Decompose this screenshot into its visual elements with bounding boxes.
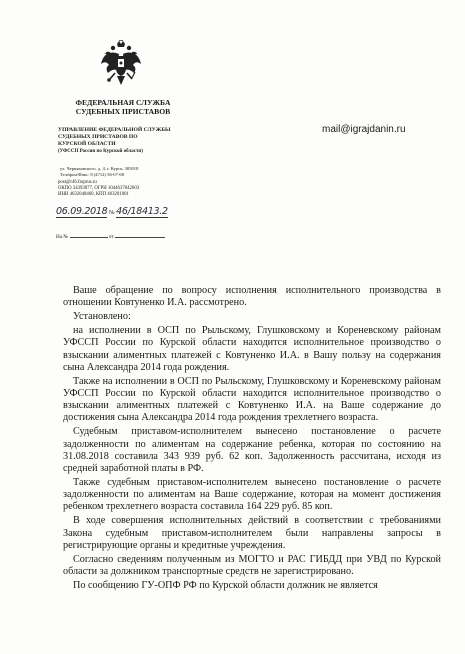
paragraph-6: Также судебным приставом-исполнителем вынесено постановление о расчете задолженности по алиментам на Ваше содержание, которая на момент достижения ребенком трехлетнего возраста составила 164 229 руб. 85 коп. [63,477,441,513]
agency-line-1: ФЕДЕРАЛЬНАЯ СЛУЖБА [75,98,171,107]
address-line-1: ул. Черняховского, д. 4, г. Курск, 305018 [60,166,139,171]
paragraph-7: В ходе совершения исполнительных действий в соответствии с требованиями Закона судебным приставом-исполнителем были направлены запросы в регистрирующие органы и кредитные учреждения. [63,515,441,551]
registration-number-label: № [108,210,115,216]
address-line-2: Телефон/Факс: 8 (4712) 36-07-68 [60,171,124,177]
letter-body [63,285,441,594]
paragraph-5: Судебным приставом-исполнителем вынесено постановление о расчете задолженности по алиментам на содержание ребенка, которая по состоянию на 31.08.2018 составила 343 939 руб. 62 коп. Задолженность рассчитана, исходя из средней заработной платы в РФ. [63,426,441,475]
dept-line-4: (УФССП России по Курской области) [58,149,143,154]
dept-line-1: УПРАВЛЕНИЕ ФЕДЕРАЛЬНОЙ СЛУЖБЫ [58,127,171,133]
paragraph-1: Ваше обращение по вопросу исполнения исполнительного производства в отношении Ковтуненко И.А. рассмотрено. [63,285,441,309]
codes-block [58,180,188,198]
addressee-email: mail@igrajdanin.ru [322,124,406,135]
agency-name [58,98,188,116]
okpo-ogrn: ОКПО 34393877, ОГРН 1044637042603 [58,186,140,191]
registration-number: 46/18413.2 [116,206,168,217]
double-headed-eagle-icon [100,40,142,90]
paragraph-8: Согласно сведениям полученным из МОГТО и РАС ГИБДД при УВД по Курской области за должником транспортные средств не зарегистрировано. [63,553,441,578]
department-block [58,127,188,155]
reference-from-label: от [108,234,114,240]
reference-line [56,232,196,240]
registration-date: 06.09.2018 [56,206,108,217]
email-link[interactable]: post@r46.fssprus.ru [58,180,97,185]
reference-label: На № [56,234,69,240]
registration-line [56,206,196,218]
reference-date-blank [115,232,165,238]
agency-line-2: СУДЕБНЫХ ПРИСТАВОВ [75,107,171,116]
reference-number-blank [70,232,108,238]
paragraph-3: на исполнении в ОСП по Рыльскому, Глушковскому и Кореневскому районам УФССП России по Курской области находится исполнительное производство о взыскании алиментных платежей с Ковтуненко И.А. в Вашу пользу на содержания сына Александра 2014 года рождения. [63,325,441,373]
dept-line-3: КУРСКОЙ ОБЛАСТИ [58,141,116,147]
paragraph-9: По сообщению ГУ-ОПФ РФ по Курской области должник не является [73,580,378,592]
dept-line-2: СУДЕБНЫХ ПРИСТАВОВ ПО [58,134,138,140]
paragraph-4: Также на исполнении в ОСП по Рыльскому, Глушковскому и Кореневскому районам УФССП России по Курской области находится исполнительное производство о взыскании алиментных платежей с Ковтуненко И.А. на Ваше содержание до достижения сына Александра 2014 года рождения трехлетнего возраста. [63,375,441,424]
address-block [60,166,190,178]
paragraph-2: Установлено: [73,311,131,323]
inn-kpp: ИНН 4632048460, КПП 463201001 [58,192,129,197]
